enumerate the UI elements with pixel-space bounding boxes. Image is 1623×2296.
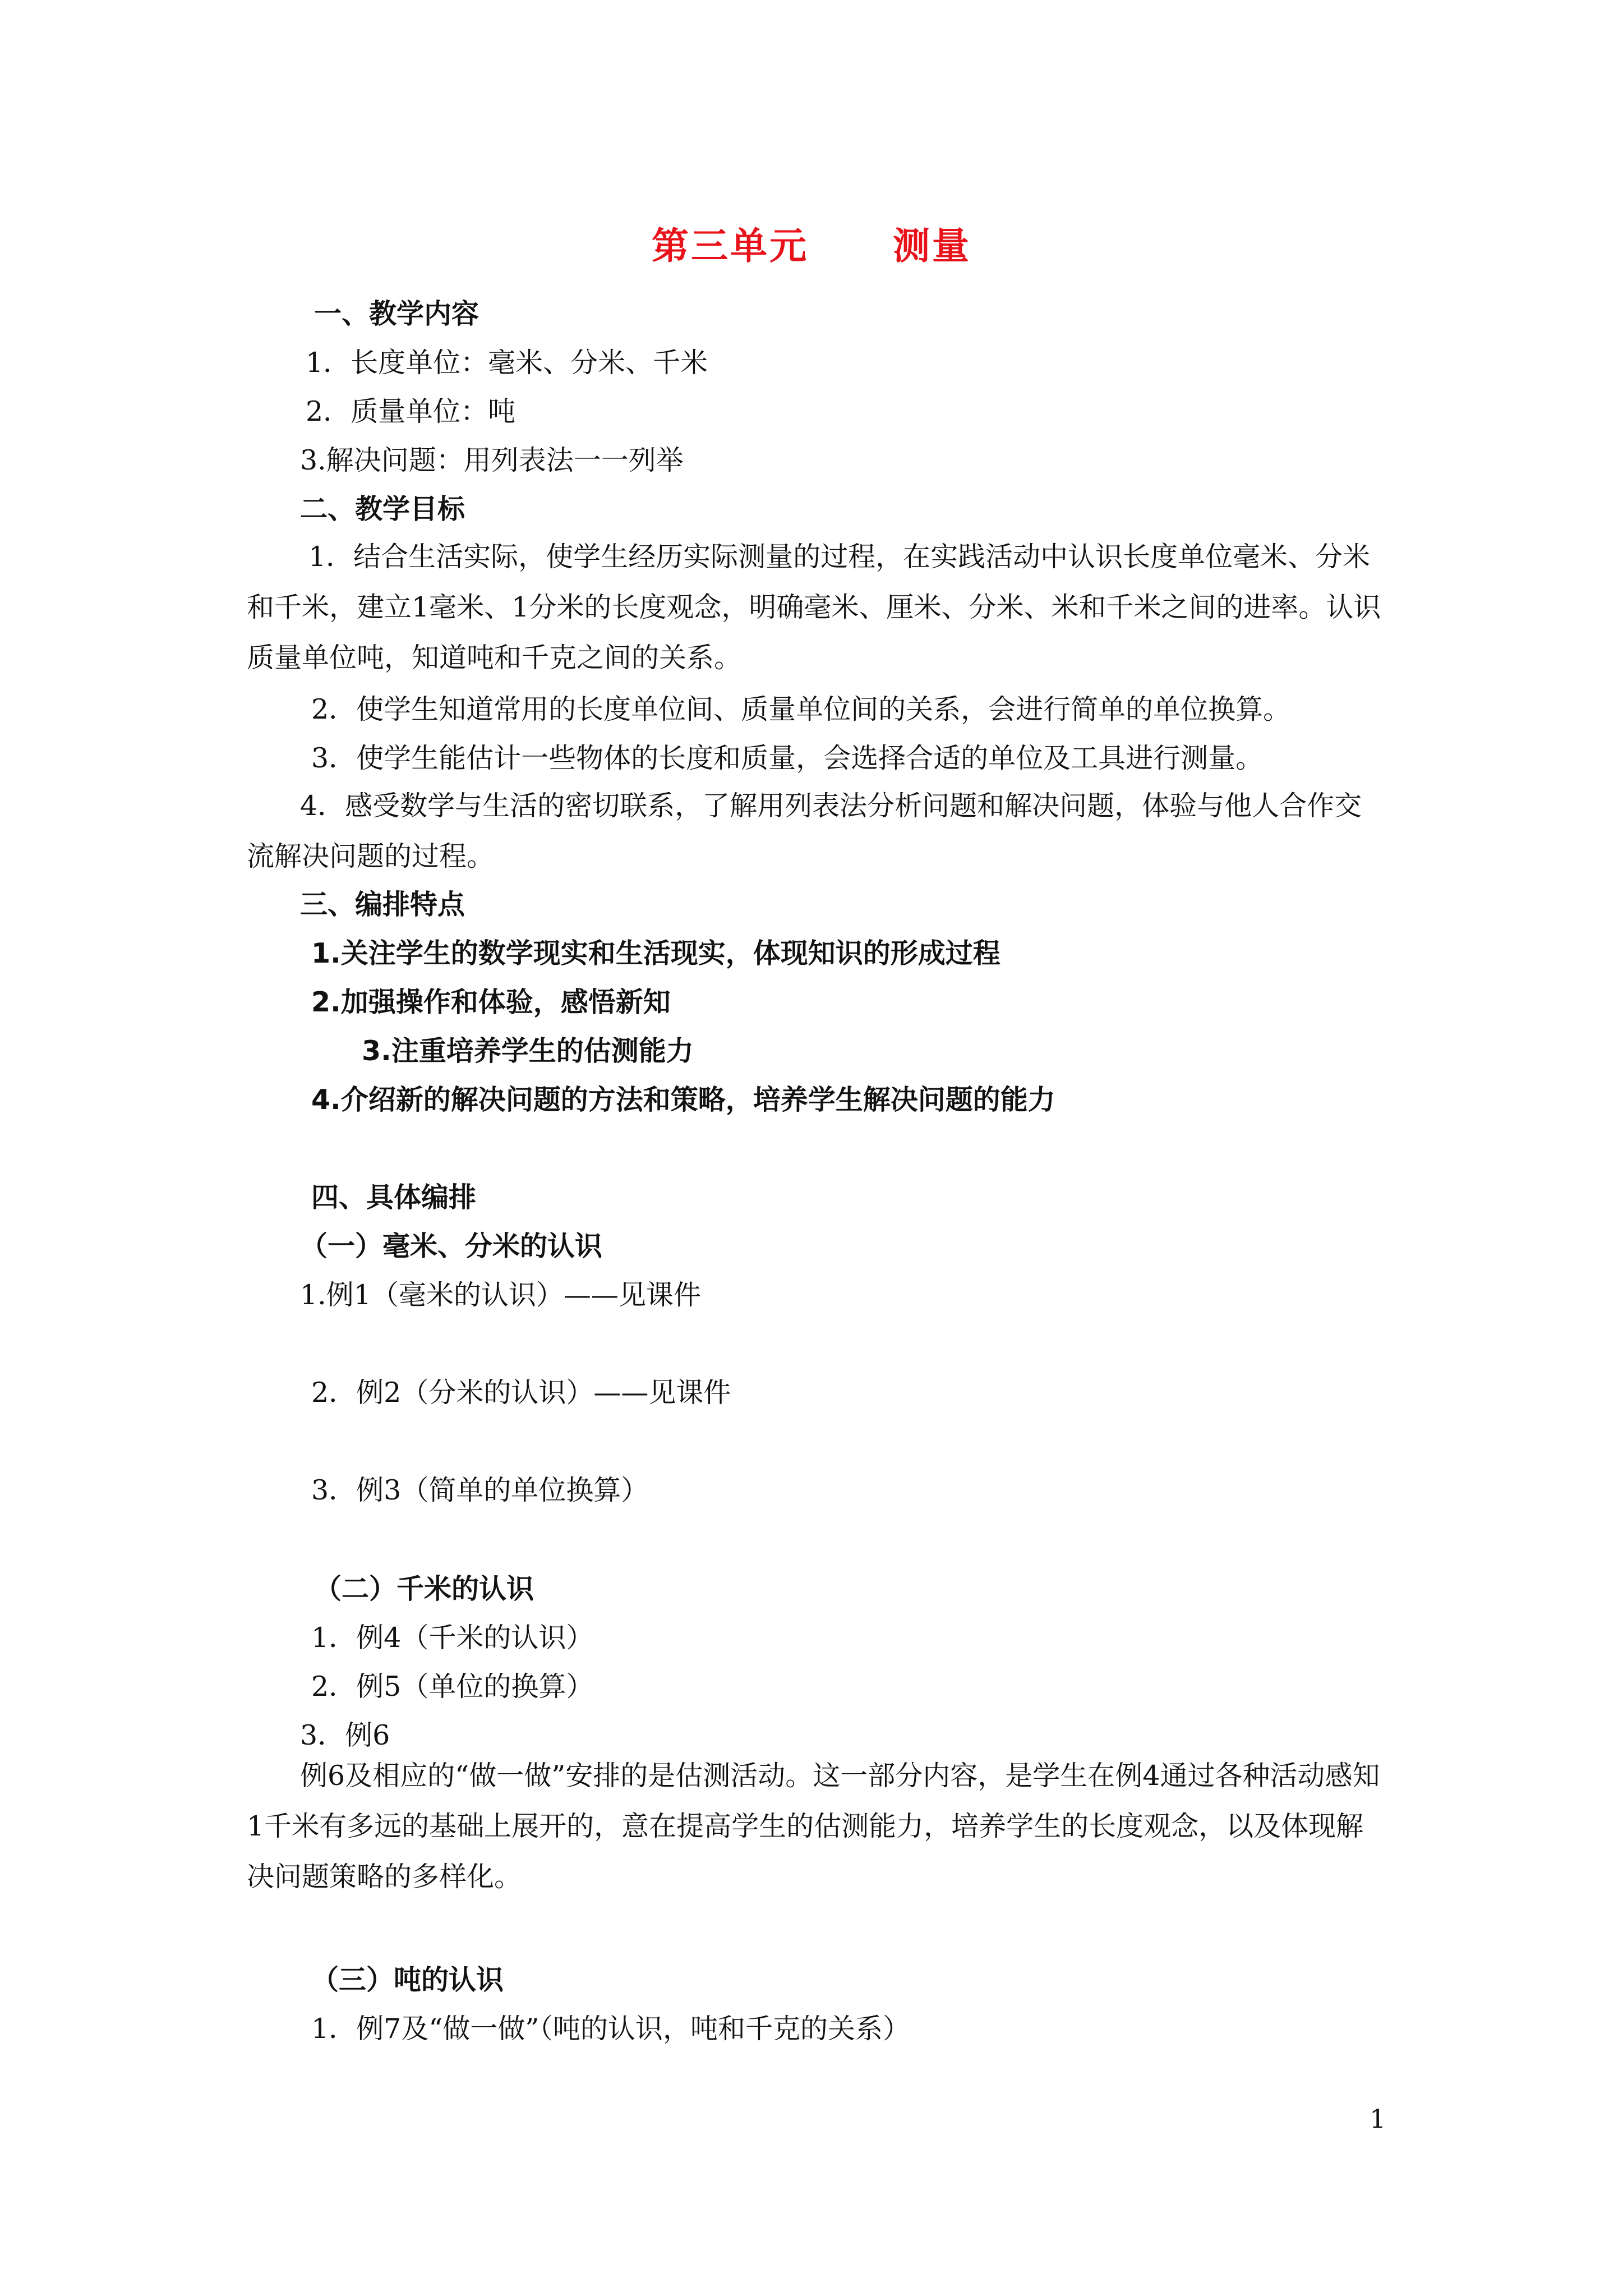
list-item: 3.注重培养学生的估测能力 bbox=[362, 1035, 694, 1067]
page-title bbox=[0, 216, 1623, 269]
paragraph: 1．结合生活实际，使学生经历实际测量的过程，在实践活动中认识长度单位毫米、分米和千米，建立1毫米、1分米的长度观念，明确毫米、厘米、分米、米和千米之间的进率。认识质量单位吨，知道吨和千克之间的关系。 bbox=[247, 541, 1381, 674]
title-topic: 测量 bbox=[893, 224, 971, 268]
section-heading-arrangement: 四、具体编排 bbox=[311, 1181, 477, 1213]
list-item: 3.解决问题：用列表法一一列举 bbox=[300, 444, 684, 476]
list-item: 1．例4（千米的认识） bbox=[311, 1622, 594, 1654]
list-item: 1．长度单位：毫米、分米、千米 bbox=[306, 347, 708, 379]
title-unit: 第三单元 bbox=[652, 224, 809, 268]
list-item: 2.加强操作和体验，感悟新知 bbox=[311, 986, 671, 1018]
subsection-heading: （二）千米的认识 bbox=[314, 1573, 534, 1605]
subsection-heading: （一）毫米、分米的认识 bbox=[300, 1230, 603, 1262]
paragraph: 4．感受数学与生活的密切联系，了解用列表法分析问题和解决问题，体验与他人合作交流解决问题的过程。 bbox=[247, 790, 1362, 872]
section-heading-content: 一、教学内容 bbox=[314, 298, 479, 330]
list-item: 1.关注学生的数学现实和生活现实，体现知识的形成过程 bbox=[311, 937, 1000, 969]
list-item: 1．例7及“做一做”（吨的认识，吨和千克的关系） bbox=[311, 2013, 910, 2045]
paragraph: 2．使学生知道常用的长度单位间、质量单位间的关系，会进行简单的单位换算。 bbox=[311, 693, 1291, 725]
paragraph: 3．使学生能估计一些物体的长度和质量，会选择合适的单位及工具进行测量。 bbox=[311, 742, 1264, 774]
paragraph: 例6及相应的“做一做”安排的是估测活动。这一部分内容，是学生在例4通过各种活动感知1千米有多远的基础上展开的，意在提高学生的估测能力，培养学生的长度观念，以及体现解决问题策略的多样化。 bbox=[247, 1760, 1380, 1893]
subsection-heading: （三）吨的认识 bbox=[311, 1964, 504, 1996]
list-item: 3．例6 bbox=[300, 1719, 390, 1751]
page-number: 1 bbox=[1370, 2104, 1386, 2134]
list-item: 3．例3（简单的单位换算） bbox=[311, 1474, 649, 1506]
list-item: 2．例5（单位的换算） bbox=[311, 1671, 594, 1703]
list-item: 2．质量单位：吨 bbox=[306, 395, 516, 427]
section-heading-features: 三、编排特点 bbox=[300, 889, 465, 921]
list-item: 4.介绍新的解决问题的方法和策略，培养学生解决问题的能力 bbox=[311, 1084, 1055, 1116]
list-item: 1.例1（毫米的认识）——见课件 bbox=[300, 1279, 701, 1311]
section-heading-goals: 二、教学目标 bbox=[300, 493, 465, 525]
list-item: 2．例2（分米的认识）——见课件 bbox=[311, 1377, 731, 1409]
